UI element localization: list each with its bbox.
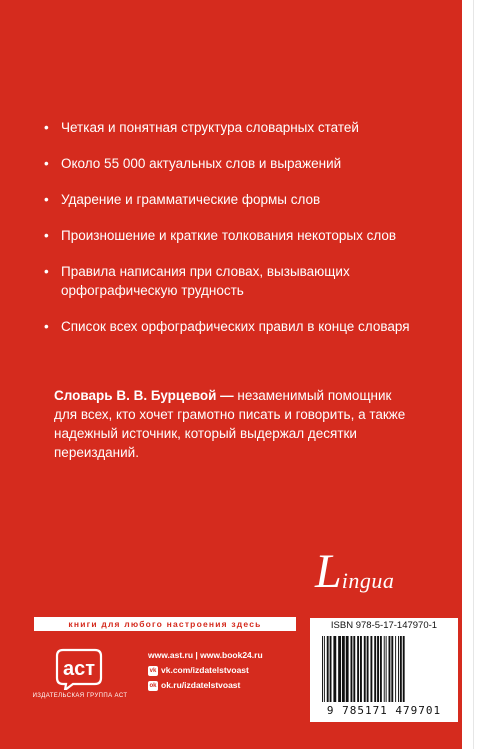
- publisher-links: [148, 648, 263, 693]
- barcode-bar: [357, 636, 359, 702]
- barcode-bar: [380, 636, 382, 702]
- barcode-panel: [310, 618, 458, 722]
- feature-item: • Список всех орфографических правил в конце словаря: [44, 319, 410, 334]
- summary-text: незаменимый помощник для всех, кто хочет грамотно писать и говорить, а также надежный источник, который выдержал десятки переизданий.: [54, 388, 406, 460]
- barcode-bar: [327, 636, 329, 702]
- barcode-bar: [367, 636, 369, 702]
- bullet: •: [44, 192, 49, 207]
- isbn-number: ISBN 978-5-17-147970-1: [330, 620, 438, 631]
- page-edge: [462, 0, 480, 749]
- feature-item: • Четкая и понятная структура словарных статей: [44, 120, 359, 135]
- barcode-bar: [389, 636, 391, 702]
- bullet: •: [44, 228, 49, 243]
- barcode-bar: [386, 636, 387, 702]
- barcode-bar: [384, 636, 385, 702]
- feature-item: • Правила написания при словах, вызывающих орфографическую трудность: [44, 264, 350, 298]
- barcode-bar: [395, 636, 396, 702]
- barcode-bar: [353, 636, 355, 702]
- bullet: •: [44, 120, 49, 135]
- feature-list: [44, 118, 424, 353]
- barcode-bar: [342, 636, 345, 702]
- lingua-logo: Lingua: [315, 545, 395, 598]
- vk-icon: vk: [149, 667, 157, 674]
- barcode-bar: [391, 636, 393, 702]
- feature-item: • Произношение и краткие толкования некоторых слов: [44, 228, 397, 243]
- barcode-bar: [398, 636, 399, 702]
- bullet: •: [44, 264, 49, 279]
- barcode-icon: [320, 636, 448, 702]
- barcode-bar: [351, 636, 353, 702]
- barcode-bar: [324, 636, 325, 702]
- bullet: •: [44, 156, 49, 171]
- barcode-bar: [360, 636, 362, 702]
- site-links[interactable]: www.ast.ru | www.book24.ru: [148, 650, 263, 660]
- barcode-bar: [338, 636, 341, 702]
- barcode-bar: [333, 636, 336, 702]
- barcode-bar: [403, 636, 405, 702]
- barcode-bar: [400, 636, 402, 702]
- summary-lead: Словарь В. В. Бурцевой —: [54, 388, 234, 403]
- barcode-digits: 9 785171 479701: [326, 704, 442, 717]
- barcode-bar: [364, 636, 366, 702]
- feature-item: • Около 55 000 актуальных слов и выражений: [44, 156, 342, 171]
- ok-link[interactable]: ok ok.ru/izdatelstvoast: [149, 680, 241, 690]
- barcode-bar: [330, 636, 332, 702]
- ast-logo-icon: [55, 648, 103, 690]
- barcode-bar: [370, 636, 372, 702]
- vk-link[interactable]: vk vk.com/izdatelstvoast: [149, 665, 249, 675]
- barcode-bar: [374, 636, 376, 702]
- barcode-bar: [377, 636, 379, 702]
- ast-brand-text: аст: [62, 658, 96, 680]
- barcode-bar: [322, 636, 323, 702]
- ok-icon: ok: [149, 682, 157, 689]
- feature-item: • Ударение и грамматические формы слов: [44, 192, 321, 207]
- barcode-bar: [346, 636, 349, 702]
- summary-paragraph: [54, 386, 414, 462]
- tagline-banner: книги для любого настроения здесь: [34, 617, 296, 631]
- edge-divider: [473, 0, 474, 749]
- publisher-name: ИЗДАТЕЛЬСКАЯ ГРУППА АСТ: [32, 693, 128, 699]
- bullet: •: [44, 319, 49, 334]
